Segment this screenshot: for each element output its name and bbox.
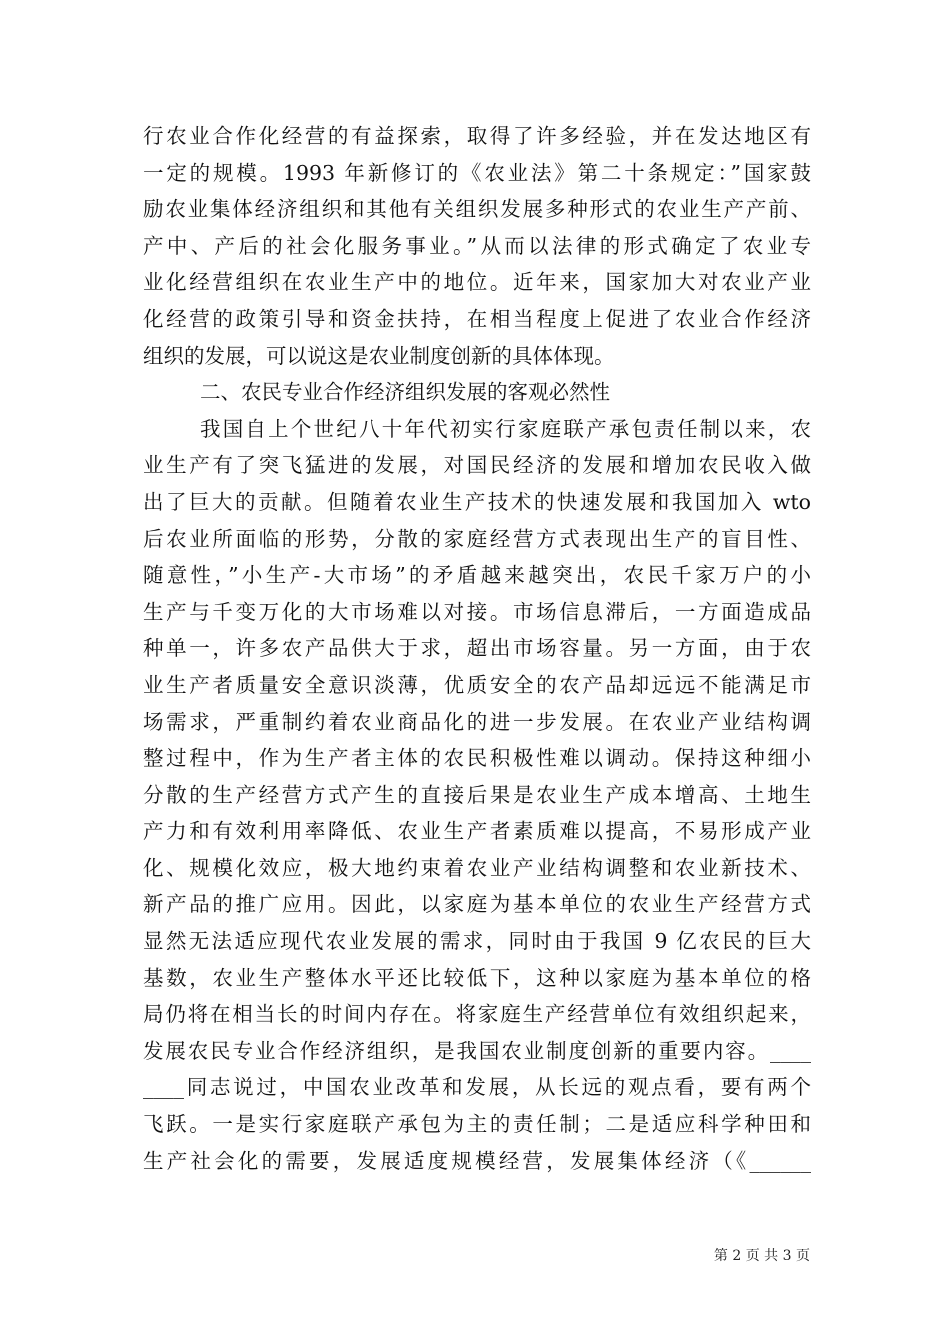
text-line: 一定的规模。1993 年新修订的《农业法》第二十条规定：”国家鼓 xyxy=(143,160,811,185)
text-line: 业生产者质量安全意识淡薄，优质安全的农产品却远远不能满足市 xyxy=(143,672,811,697)
text-line: 化经营的政策引导和资金扶持，在相当程度上促进了农业合作经济 xyxy=(143,306,811,331)
text-line: 生产与千变万化的大市场难以对接。市场信息滞后，一方面造成品 xyxy=(143,599,811,624)
text-line: 生产社会化的需要，发展适度规模经营，发展集体经济（《______ xyxy=(143,1148,811,1173)
text-line: 显然无法适应现代农业发展的需求，同时由于我国 9 亿农民的巨大 xyxy=(143,929,811,954)
text-line: 行农业合作化经营的有益探索，取得了许多经验，并在发达地区有 xyxy=(143,124,811,148)
text-line: 业生产有了突飞猛进的发展，对国民经济的发展和增加农民收入做 xyxy=(143,453,811,478)
text-line: 业化经营组织在农业生产中的地位。近年来，国家加大对农业产业 xyxy=(143,270,811,295)
text-line: 励农业集体经济组织和其他有关组织发展多种形式的农业生产产前、 xyxy=(143,197,811,222)
text-line: 分散的生产经营方式产生的直接后果是农业生产成本增高、土地生 xyxy=(143,782,811,807)
text-line: 随意性，”小生产-大市场”的矛盾越来越突出，农民千家万户的小 xyxy=(143,563,811,588)
text-line: 基数，农业生产整体水平还比较低下，这种以家庭为基本单位的格 xyxy=(143,965,811,990)
text-line: 飞跃。一是实行家庭联产承包为主的责任制；二是适应科学种田和 xyxy=(143,1112,811,1137)
text-line: 产力和有效利用率降低、农业生产者素质难以提高，不易形成产业 xyxy=(143,819,811,844)
text-line: 化、规模化效应，极大地约束着农业产业结构调整和农业新技术、 xyxy=(143,855,811,880)
text-line: 局仍将在相当长的时间内存在。将家庭生产经营单位有效组织起来， xyxy=(143,1002,811,1027)
text-line-paragraph-end: 组织的发展，可以说这是农业制度创新的具体体现。 xyxy=(143,343,615,368)
page-number: 第 2 页 共 3 页 xyxy=(713,1248,810,1264)
text-line: 整过程中，作为生产者主体的农民积极性难以调动。保持这种细小 xyxy=(143,746,811,771)
text-line: 出了巨大的贡献。但随着农业生产技术的快速发展和我国加入 wto xyxy=(143,489,811,514)
text-line: 新产品的推广应用。因此，以家庭为基本单位的农业生产经营方式 xyxy=(143,892,811,917)
text-line: 发展农民专业合作经济组织，是我国农业制度创新的重要内容。____ xyxy=(143,1038,811,1063)
text-line: 后农业所面临的形势，分散的家庭经营方式表现出生产的盲目性、 xyxy=(143,526,811,551)
text-line: 场需求，严重制约着农业商品化的进一步发展。在农业产业结构调 xyxy=(143,709,811,734)
text-line: 种单一，许多农产品供大于求，超出市场容量。另一方面，由于农 xyxy=(143,636,811,661)
text-line: 产中、产后的社会化服务事业。”从而以法律的形式确定了农业专 xyxy=(143,233,811,258)
section-heading: 二、农民专业合作经济组织发展的客观必然性 xyxy=(200,380,610,405)
paragraph-first-line: 我国自上个世纪八十年代初实行家庭联产承包责任制以来，农 xyxy=(200,416,811,441)
text-line: ____同志说过，中国农业改革和发展，从长远的观点看，要有两个 xyxy=(143,1075,811,1100)
document-body xyxy=(143,118,811,1179)
